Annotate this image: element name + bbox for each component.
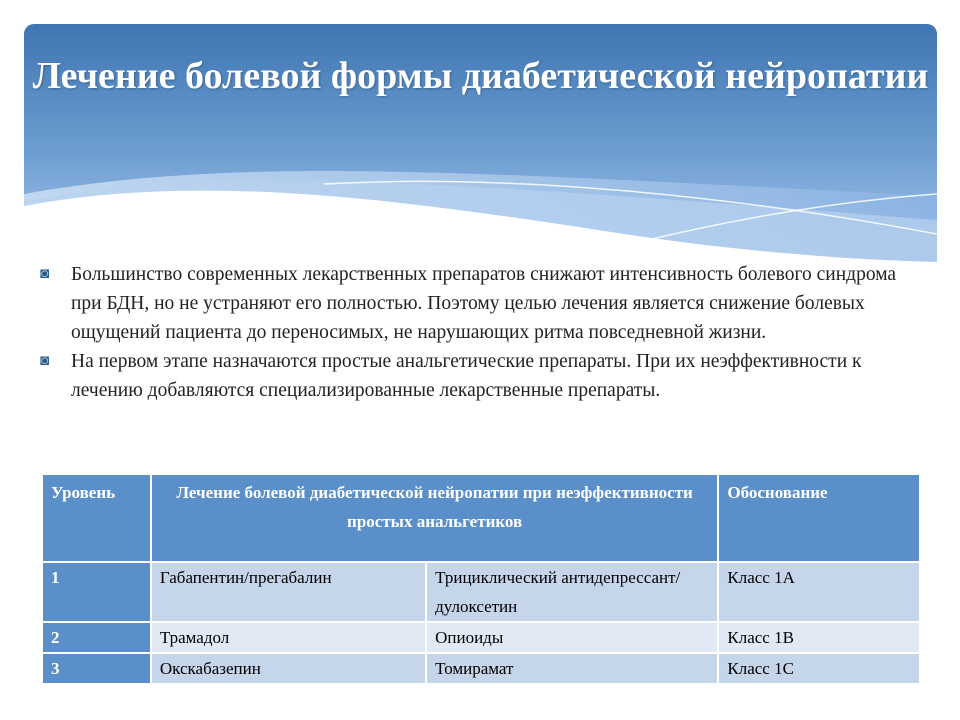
bullet-text: На первом этапе назначаются простые анальгетические препараты. При их неэффективности к лечению добавляются специализированные лекарственные препараты. [71,351,862,401]
cell-evidence: Класс 1А [718,562,920,622]
cell-drug-b: Опиоиды [426,622,718,653]
bullet-list [40,260,910,405]
cell-evidence: Класс 1В [718,622,920,653]
cell-level: 2 [42,622,151,653]
cell-drug-a: Трамадол [151,622,426,653]
circle-bullet-icon: ◙ [40,353,50,369]
table-row [42,562,920,622]
cell-level: 3 [42,653,151,684]
table-header-row [42,474,920,562]
bullet-text: Большинство современных лекарственных препаратов снижают интенсивность болевого синдрома при БДН, но не устраняют его полностью. Поэтому целью лечения является снижение болевых ощущений пациента до переносимых, не нарушающих ритма повседневной жизни. [71,264,897,343]
cell-drug-b: Трициклический антидепрессант/дулоксетин [426,562,718,622]
cell-drug-a: Окскабазепин [151,653,426,684]
title-banner [24,24,937,264]
header-evidence: Обоснование [718,474,920,562]
slide-title: Лечение болевой формы диабетической нейропатии [32,55,929,97]
table-row [42,622,920,653]
header-level: Уровень [42,474,151,562]
bullet-item [40,260,910,347]
cell-evidence: Класс 1С [718,653,920,684]
table-row [42,653,920,684]
cell-drug-b: Томирамат [426,653,718,684]
treatment-table [41,473,921,685]
cell-level: 1 [42,562,151,622]
cell-drug-a: Габапентин/прегабалин [151,562,426,622]
bullet-item [40,347,910,405]
circle-bullet-icon: ◙ [40,266,50,282]
header-treatment: Лечение болевой диабетической нейропатии при неэффективности простых анальгетиков [151,474,719,562]
